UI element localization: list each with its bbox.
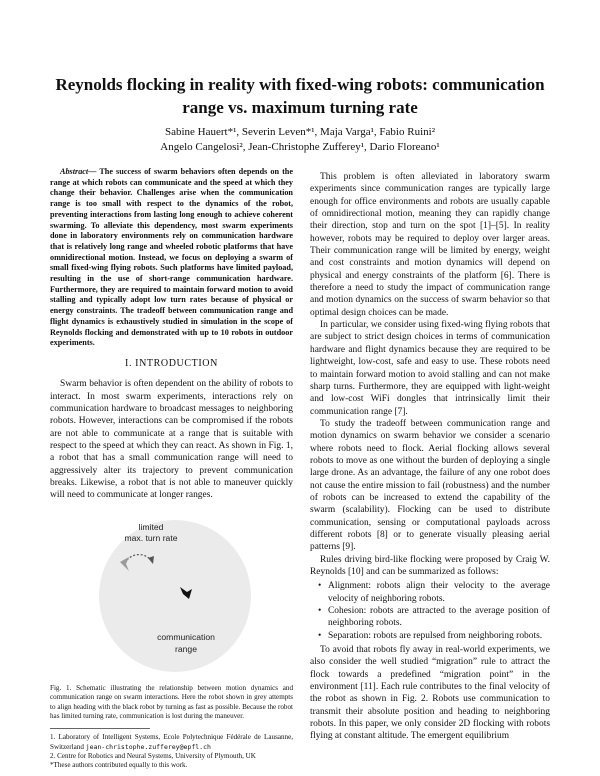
footnote-1 (50, 733, 293, 751)
author-list (40, 125, 560, 155)
label-max-turn-rate: max. turn rate (124, 532, 178, 543)
rule-cohesion: • Cohesion: robots are attracted to the average position of neighboring robots. (328, 605, 550, 630)
right-paragraph-4: Rules driving bird-like flocking were proposed by Craig W. Reynolds [10] and can be summarized as follows: (310, 554, 550, 577)
right-paragraph-5: To avoid that robots fly away in real-world experiments, we also consider the well studied “migration” rule to attract the flock towards a predefined “migration point” in the environment [11]. Each rule contributes to the final velocity of the robot as shown in Fig. 2. Robots use communication to transmit their absolute position and heading to neighboring robots. In this paper, we only consider 2D flocking with robots flying at constant altitude. The emergent equilibrium (310, 645, 550, 742)
footnotes (50, 733, 293, 770)
abstract-text: — The success of swarm behaviors often depends on the range at which robots can communicate and the speed at which they change their behavior. Challenges arise when the communication range is too small with respect to the dynamics of the robot, preventing interactions from lasting long enough to achieve coherent swarming. To alleviate this dependency, most swarm experiments done in laboratory environments rely on communication hardware that is relatively long range and wheeled robotic platforms that have omnidirectional motion. Instead, we focus on deploying a swarm of small fixed-wing flying robots. Such platforms have limited payload, resulting in the use of short-range communication hardware. Furthermore, they are required to maintain forward motion to avoid stalling and typically adopt low turn rates because of physical or energy constraints. The tradeoff between communication range and flight dynamics is exhaustively studied in simulation in the scope of Reynolds flocking and demonstrated with up to 10 robots in outdoor experiments. (50, 167, 293, 348)
rule-separation: • Separation: robots are repulsed from neighboring robots. (328, 630, 550, 642)
label-communication: communication (157, 631, 215, 642)
footnote-3: *These authors contributed equally to this work. (50, 760, 188, 769)
left-column (50, 167, 293, 770)
abstract-label: Abstract (60, 167, 89, 176)
intro-paragraph: Swarm behavior is often dependent on the ability of robots to interact. In most swarm experiments, interactions rely on communication hardware to broadcast messages to neighboring robots. However, interactions can be compromised if the robots are not able to communicate at a range that is suitable with respect to the speed at which they can react. As shown in Fig. 1, a robot that has a small communication range will need to aggressively alter its trajectory to prevent communication breaks. Likewise, a robot that is not able to maneuver quickly will need to communicate at longer ranges. (50, 379, 293, 501)
paper-title: Reynolds flocking in reality with fixed-wing robots: communication range vs. maximum turning rate (55, 75, 545, 117)
abstract (50, 167, 293, 349)
right-column (310, 171, 550, 743)
right-paragraph-1: This problem is often alleviated in laboratory swarm experiments since communication ranges are typically large enough for office environments and robots are usually capable of omnidirectional motion, meaning they can rapidly change their direction, stop and turn on the spot [1]–[5]. In reality however, robots may be required to deploy over larger areas. Their communication range will be limited by energy, weight and cost constraints and motion dynamics will depend on physical and energy constraints of the platform [6]. There is therefore a need to study the impact of communication range and motion dynamics on the success of swarm behavior so that optimal design choices can be made. (310, 172, 550, 318)
footnote-1-affiliation: 1. Laboratory of Intelligent Systems, Ecole Polytechnique Fédérale de Lausanne, Switzerland (50, 733, 293, 751)
right-paragraph-3: To study the tradeoff between communication range and motion dynamics on swarm behavior we consider a scenario where robots need to flock. Aerial flocking allows several robots to move as one without the burden of deploying a single large drone. As an advantage, the failure of any one robot does not cause the entire mission to fail (robustness) and the number of robots can be increased to extend the capability of the swarm (scalability). Flocking can be used to distribute communication, sensing or computational payloads across different robots [8] or to generate visually pleasing aerial patterns [9]. (310, 418, 550, 553)
label-range: range (175, 643, 197, 654)
right-paragraph-2: In particular, we consider using fixed-wing flying robots that are subject to strict design choices in terms of communication hardware and flight dynamics because they are required to be lightweight, low-cost, safe and easy to use. These robots need to maintain forward motion to avoid stalling and can not make sharp turns. Furthermore, they are equipped with light-weight and low-cost WiFi dongles that intrinsically limit their communication range [7]. (310, 320, 550, 417)
figure-1 (50, 516, 293, 676)
label-limited: limited (138, 521, 164, 532)
figure-1-diagram (50, 516, 293, 676)
rule-alignment: • Alignment: robots align their velocity to the average velocity of neighboring robots. (328, 580, 550, 605)
figure-1-caption: Fig. 1. Schematic illustrating the relationship between motion dynamics and communication range on swarm interactions. Here the robot shown in grey attempts to align heading with the black robot by turning as fast as possible. Because the robot has limited turning rate, communication is lost during the maneuver. (50, 683, 293, 720)
footnote-rule (50, 728, 150, 729)
authors-line-1: Sabine Hauert*¹, Severin Leven*¹, Maja Varga¹, Fabio Ruini² (164, 126, 435, 138)
authors-line-2: Angelo Cangelosi², Jean-Christophe Zufferey¹, Dario Floreano¹ (160, 141, 440, 153)
footnote-2: 2. Centre for Robotics and Neural Systems, University of Plymouth, UK (50, 751, 256, 760)
flocking-rules-list (310, 580, 550, 642)
section-heading-introduction: I. INTRODUCTION (125, 357, 218, 369)
footnote-1-email: jean-christophe.zufferey@epfl.ch (85, 742, 211, 751)
